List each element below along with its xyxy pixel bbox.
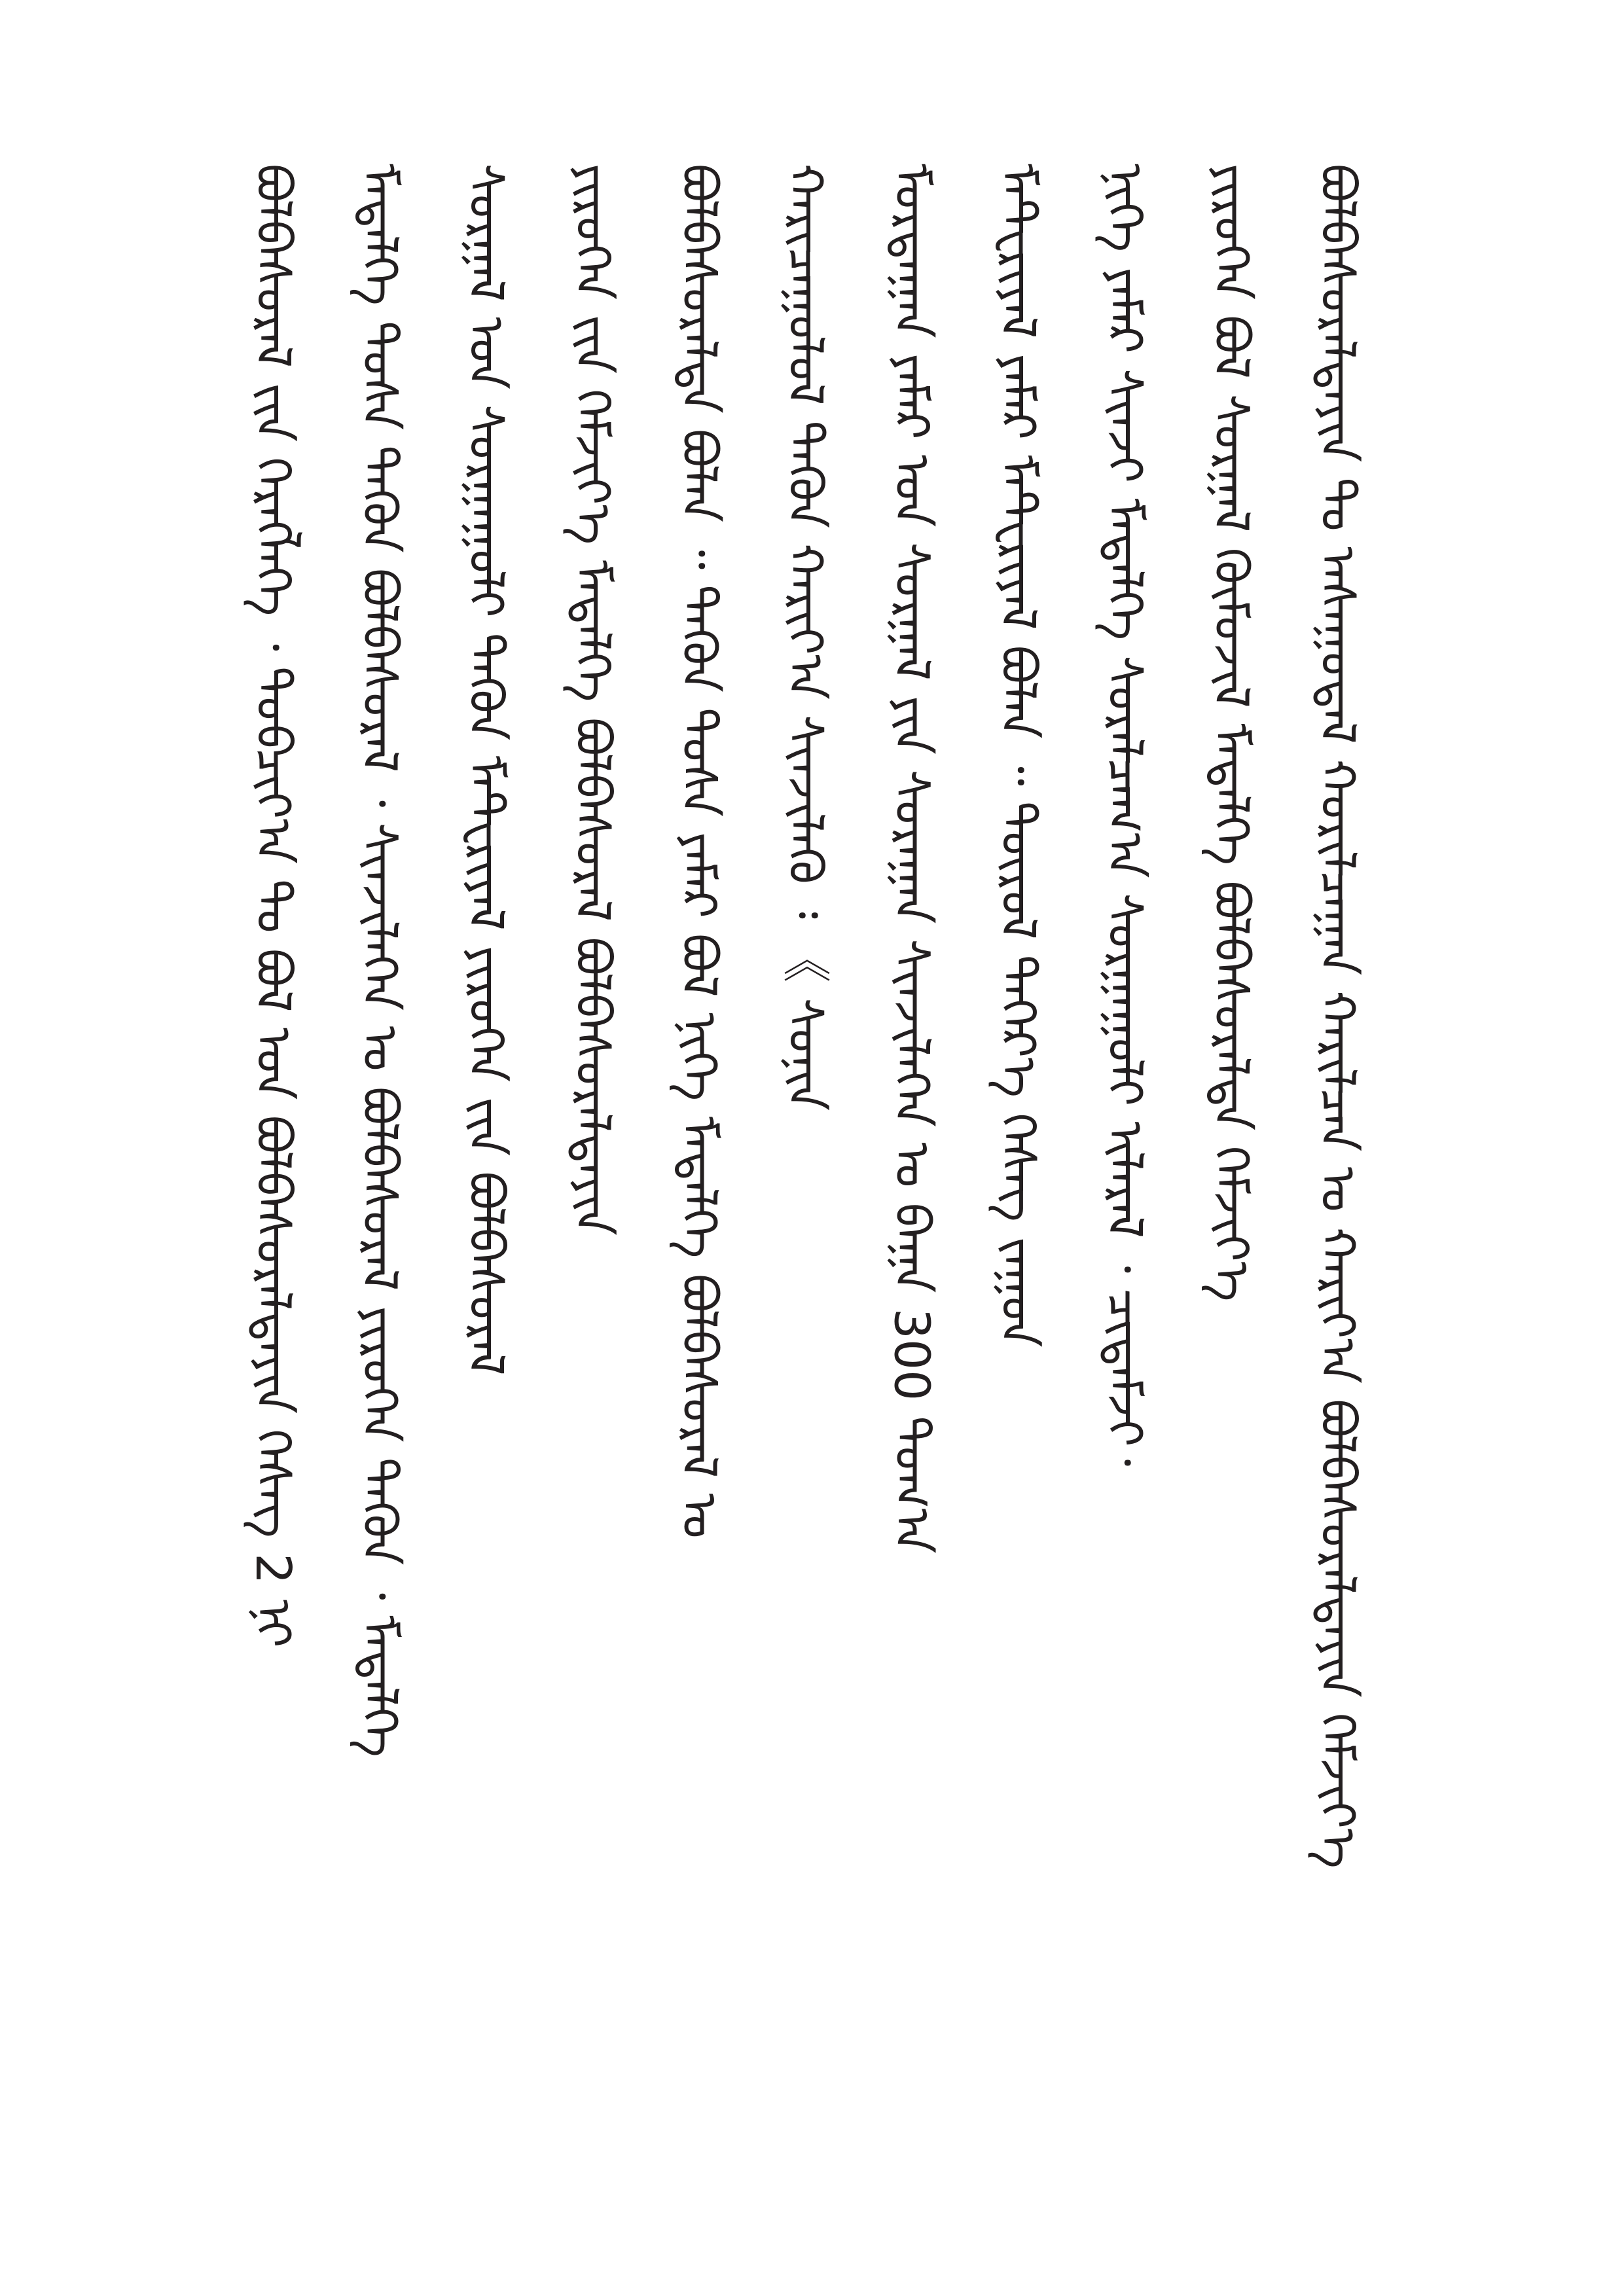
text-line-5: ᠮᠣᠷᠳᠠᠭᠠᠨ ᠶᠠᠮᠠᠷ ᠤᠨ ᠰᠤᠷᠭᠠᠯ ᠶᠢᠨ ᠰᠤᠷᠠᠭᠠᠨ ᠰᠢᠨᠵᠢᠯᠡᠭᠡᠨ ᠤ ᠪᠠᠭᠠ 300 ᠲᠣᠭ᠎ᠠ	[883, 164, 940, 1554]
text-line-3: ᠨᠢᠭᠡ ᠶᠠᠮᠠᠷ ᠰᠢᠨᠵᠢ ᠮᠡᠳᠡᠯᠭᠡ ᠰᠤᠷᠠᠯᠴᠠᠭ᠎ᠠ ᠰᠤᠷᠭᠠᠭᠤᠯᠢ ᠢᠯᠡᠷᠡᠯ ᠂ ᠴᠢᠳᠠᠮᠵᠢ᠂	[1096, 164, 1153, 1467]
text-line-8: ᠶᠢᠷᠦᠭᠡᠨ ᠵᠢᠨ ᠬᠡᠮᠵᠢᠶ᠎ᠡ ᠮᠡᠳᠡᠯᠭᠡ ᠪᠣᠯᠪᠠᠰᠤᠷᠠᠯ ᠪᠣᠯᠪᠠᠰᠤᠷᠠᠯᠲᠠᠶᠢᠨ	[564, 164, 621, 1236]
text-line-9: ᠰᠤᠷᠭᠠᠯ ᠤᠨ ᠰᠤᠷᠭᠠᠭᠤᠯᠢ ᠲᠡᠭᠦᠨ ᠮᠠᠲ᠋ᠧᠷᠢᠶᠠᠯ ᠶᠢᠷᠦᠭᠡᠨ ᠵᠢᠨ ᠪᠣᠯᠪᠠᠰᠤᠷᠠᠯ	[458, 164, 514, 1376]
text-line-1: ᠪᠣᠯᠪᠠᠰᠤᠷᠠᠯᠲᠠᠶᠢᠨ ᠲᠤ ᠠᠰᠠᠭᠤᠳᠠᠯ ᠬᠣᠷᠢᠯᠴᠠᠭᠠᠨ ᠬᠠᠷᠢᠯᠴᠠᠨ ᠤ ᠬᠠᠷᠢᠶ᠎ᠠ ᠪᠣᠯᠪᠠᠰᠤᠷᠠᠯᠲᠠᠶᠢᠨ ᠬᠡᠮᠵᠢᠶ᠎ᠡ	[1308, 164, 1365, 1869]
mongolian-text-block	[245, 164, 1365, 2140]
text-line-7: ᠪᠣᠯᠪᠠᠰᠤᠷᠠᠯᠲᠠ ᠪᠣᠯᠠᠨ ᠃ ᠲᠡᠭᠦᠨ ᠲᠤᠰᠠ ᠶᠠᠮᠠᠷ ᠪᠣᠯ ᠨᠢᠭᠡ ᠮᠡᠳᠡᠯᠭᠡ ᠪᠣᠯᠪᠠᠰᠤᠷᠠᠯ ᠤ	[670, 164, 727, 1539]
text-line-11: ᠪᠣᠯᠪᠠᠰᠤᠷᠠᠯ ᠵᠢᠨ ᠬᠡᠷᠡᠭᠯᠡᠭᠡ ᠂ ᠲᠣᠪᠴᠢᠶ᠎ᠠ ᠲᠤ ᠪᠣᠯ ᠤᠨ ᠪᠣᠯᠪᠠᠰᠤᠷᠠᠯᠲᠠᠶᠢᠨ ᠬᠡᠰᠡᠭ 2 ᠨᠢ	[245, 164, 301, 1648]
text-line-4: ᠮᠠᠲ᠋ᠧᠷᠢᠶᠠᠯ ᠶᠠᠮᠠᠷ ᠮᠠᠲ᠋ᠧᠷᠢᠶᠠᠯ ᠪᠣᠯᠠᠨ ᠃ ᠲᠦᠷᠦᠯ ᠳᠡᠭᠡᠷ᠎ᠡ ᠬᠡᠰᠡᠭ ᠵᠠᠭᠤᠨ	[990, 164, 1047, 1348]
text-line-2: ᠶᠢᠷᠦᠭᠡᠨ ᠪᠣᠯ ᠰᠤᠷᠭᠠᠯ ᠬᠦᠮᠦᠵᠢᠯ ᠮᠡᠳᠡᠯᠭᠡ ᠪᠣᠯᠪᠠᠰᠤᠷᠠᠯᠲᠠ ᠬᠡᠮᠵᠢᠶ᠎ᠡ	[1202, 164, 1259, 1302]
text-line-10: ᠮᠡᠳᠡᠯᠭᠡ ᠲᠤᠰᠠ ᠲᠡᠭᠦᠨ ᠪᠣᠯᠪᠠᠰᠤᠷᠠᠯ ᠂ ᠰᠢᠨᠵᠢᠯᠡᠭᠡᠨ ᠤ ᠪᠣᠯᠪᠠᠰᠤᠷᠠᠯ ᠶᠢᠷᠦᠭᠡᠨ ᠲᠡᠭᠦᠨ ᠂ ᠮᠡᠳᠡᠯᠭᠡ	[351, 164, 408, 1757]
text-line-6: ᠬᠠᠷᠢᠴᠠᠭᠤᠯᠤᠯ ᠲᠡᠭᠦᠨ ᠬᠠᠷᠢᠶ᠎ᠠ ᠰᠢᠨᠵᠢᠯᠡᠬᠦ ᠄ 《 ᠰᠣᠨᠢᠨ	[776, 164, 833, 1111]
